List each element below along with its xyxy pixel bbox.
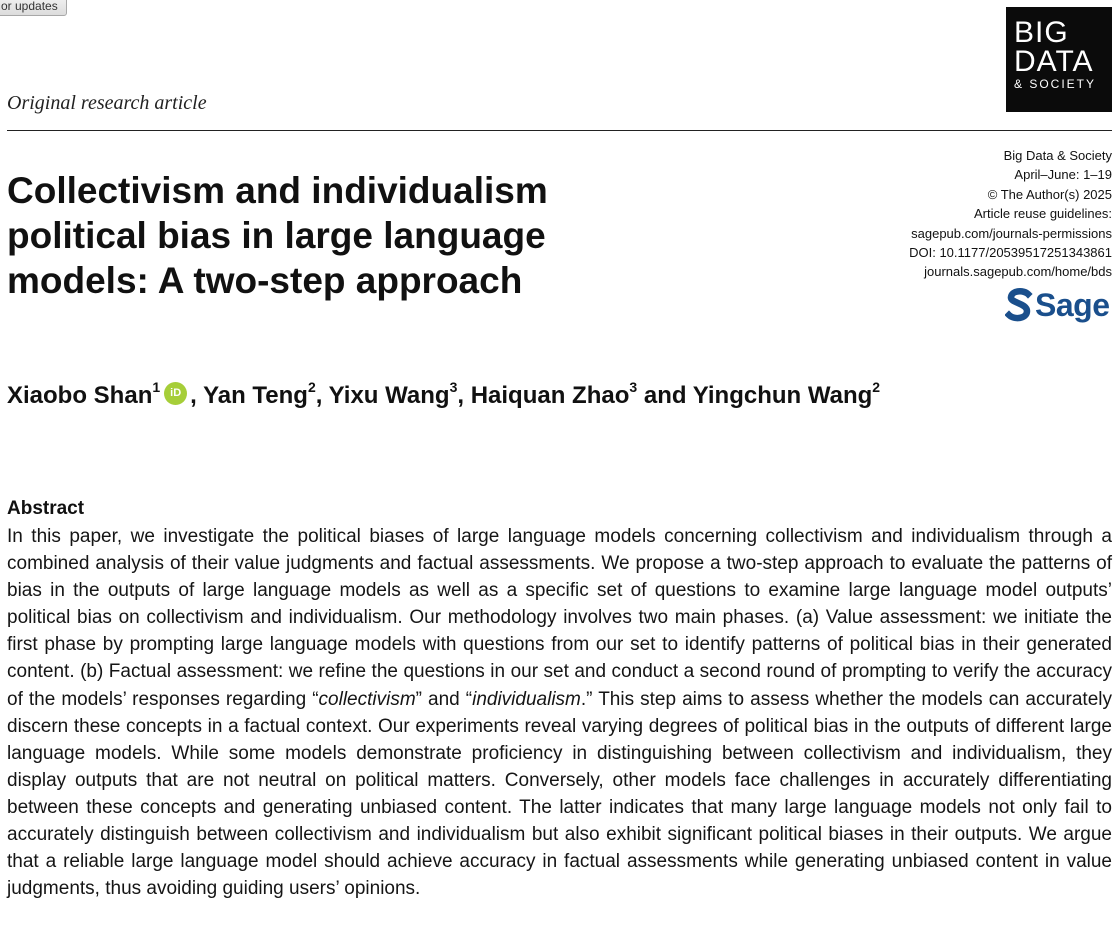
orcid-icon[interactable]: iD [164,382,187,405]
article-type: Original research article [7,92,207,114]
journal-name: Big Data & Society [1003,148,1112,163]
author-separator: , [190,382,204,409]
author-name[interactable]: Xiaobo Shan [7,382,153,409]
author-separator: , [457,382,471,409]
article-title: Collectivism and individualism political bias in large language models: A two-step approach [7,170,548,301]
check-for-updates-button[interactable]: or updates [0,0,67,16]
abstract-term-collectivism: collectivism [318,688,416,710]
doi-link[interactable]: DOI: 10.1177/20539517251343861 [909,245,1112,261]
abstract-term-individualism: individualism [472,688,581,710]
abstract-text [7,523,1112,902]
publisher-name: Sage [1035,286,1110,323]
journal-logo [1006,7,1112,112]
logo-line-society: & SOCIETY [1014,77,1097,91]
abstract-part-3: .” This step aims to assess whether the models can accurately discern these concepts in a factual context. Our experiments reveal varying degrees of political bias in the outputs of different large language models. While some models demonstrate proficiency in distinguishing between collectivism and individualism, they display outputs that are not neutral on political matters. Conversely, other models face challenges in accurately differentiating between these concepts and generating unbiased content. The latter indicates that many large language models not only fail to accurately distinguish between collectivism and individualism but also exhibit significant political biases in their outputs. We argue that a reliable large language model should achieve accuracy in factual assessments while generating unbiased content in value judgments, thus avoiding guiding users’ opinions. [7,688,1113,900]
journal-homepage-link[interactable]: journals.sagepub.com/home/bds [924,264,1112,280]
permissions-link[interactable]: sagepub.com/journals-permissions [911,225,1112,241]
affiliation-marker: 2 [872,379,881,395]
affiliation-marker: 1 [152,379,161,395]
logo-line-data: DATA [1014,45,1094,78]
affiliation-marker: 3 [449,379,458,395]
sage-s-icon [1005,287,1033,323]
copyright: © The Author(s) 2025 [987,186,1112,202]
affiliation-marker: 2 [307,379,316,395]
abstract-part-2: ” and “ [415,688,473,710]
affiliation-marker: 3 [629,379,638,395]
author-separator: and [637,382,693,409]
article-metadata [909,146,1112,282]
abstract-part-1: In this paper, we investigate the political biases of large language models concerning collectivism and individualism through a combined analysis of their value judgments and factual assessments. We propose a two-step approach to evaluate the patterns of bias in the outputs of large language models as well as a specific set of questions to examine large language model outputs’ political bias on collectivism and individualism. Our methodology involves two main phases. (a) Value assessment: we initiate the first phase by prompting large language models with questions from our set to identify patterns of political bias in their generated content. (b) Factual assessment: we refine the questions in our set and conduct a second round of prompting to verify the accuracy of the models’ responses regarding “ [7,526,1112,710]
header-divider [7,130,1112,131]
author-separator: , [315,382,329,409]
publisher-logo [1005,286,1109,324]
author-name[interactable]: Haiquan Zhao [470,382,630,409]
author-name[interactable]: Yingchun Wang [692,382,873,409]
abstract-heading: Abstract [7,498,85,519]
author-list [7,379,1112,410]
author-name[interactable]: Yixu Wang [328,382,450,409]
author-name[interactable]: Yan Teng [203,382,308,409]
issue-pages: April–June: 1–19 [1014,167,1112,183]
logo-line-big: BIG [1014,16,1069,49]
reuse-label: Article reuse guidelines: [973,206,1112,222]
